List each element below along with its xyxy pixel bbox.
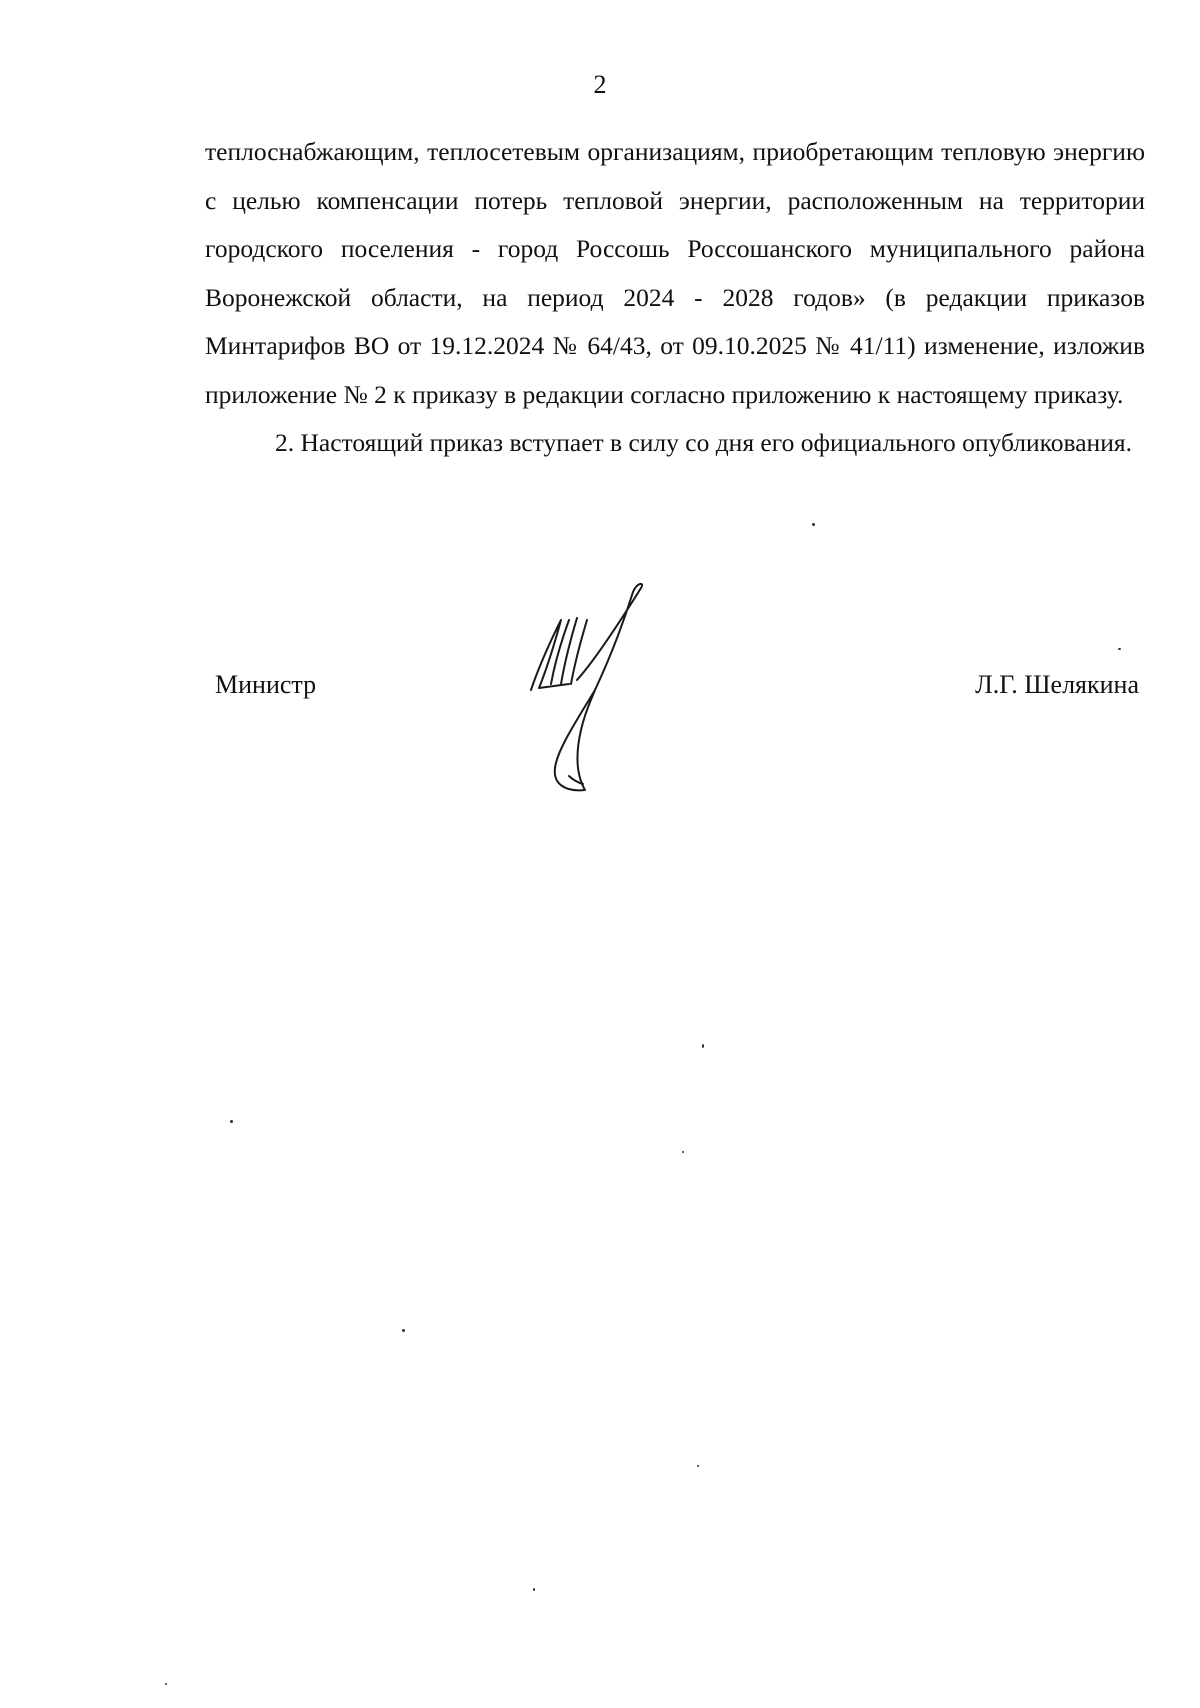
paragraph-continuation: теплоснабжающим, теплосетевым организациям, приобретающим тепловую энергию с целью компенсации потерь тепловой энергии, расположенным на территории городского поселения - город Россошь Россошанского муниципального района Воронежской области, на период 2024 - 2028 годов» (в редакции приказов Минтарифов ВО от 19.12.2024 № 64/43, от 09.10.2025 № 41/11) изменение, изложив приложение № 2 к приказу в редакции согласно приложению к настоящему приказу. [205, 137, 1145, 409]
signer-title: Министр [215, 670, 317, 699]
scan-speck [812, 523, 815, 526]
page-number: 2 [593, 70, 607, 99]
paragraph-2: 2. Настоящий приказ вступает в силу со дня его официального опубликования. [275, 428, 1132, 457]
scan-speck [165, 1683, 167, 1685]
signer-name: Л.Г. Шелякина [975, 670, 1139, 699]
scan-speck [702, 1044, 704, 1048]
scan-speck [1118, 648, 1121, 650]
handwritten-signature [525, 580, 665, 795]
document-body [205, 128, 1145, 468]
scan-speck [402, 1329, 405, 1332]
signature-block [205, 665, 1145, 705]
scan-speck [682, 1151, 684, 1153]
scan-speck [230, 1120, 233, 1123]
scan-speck [697, 1465, 699, 1467]
scan-speck [533, 1588, 535, 1591]
